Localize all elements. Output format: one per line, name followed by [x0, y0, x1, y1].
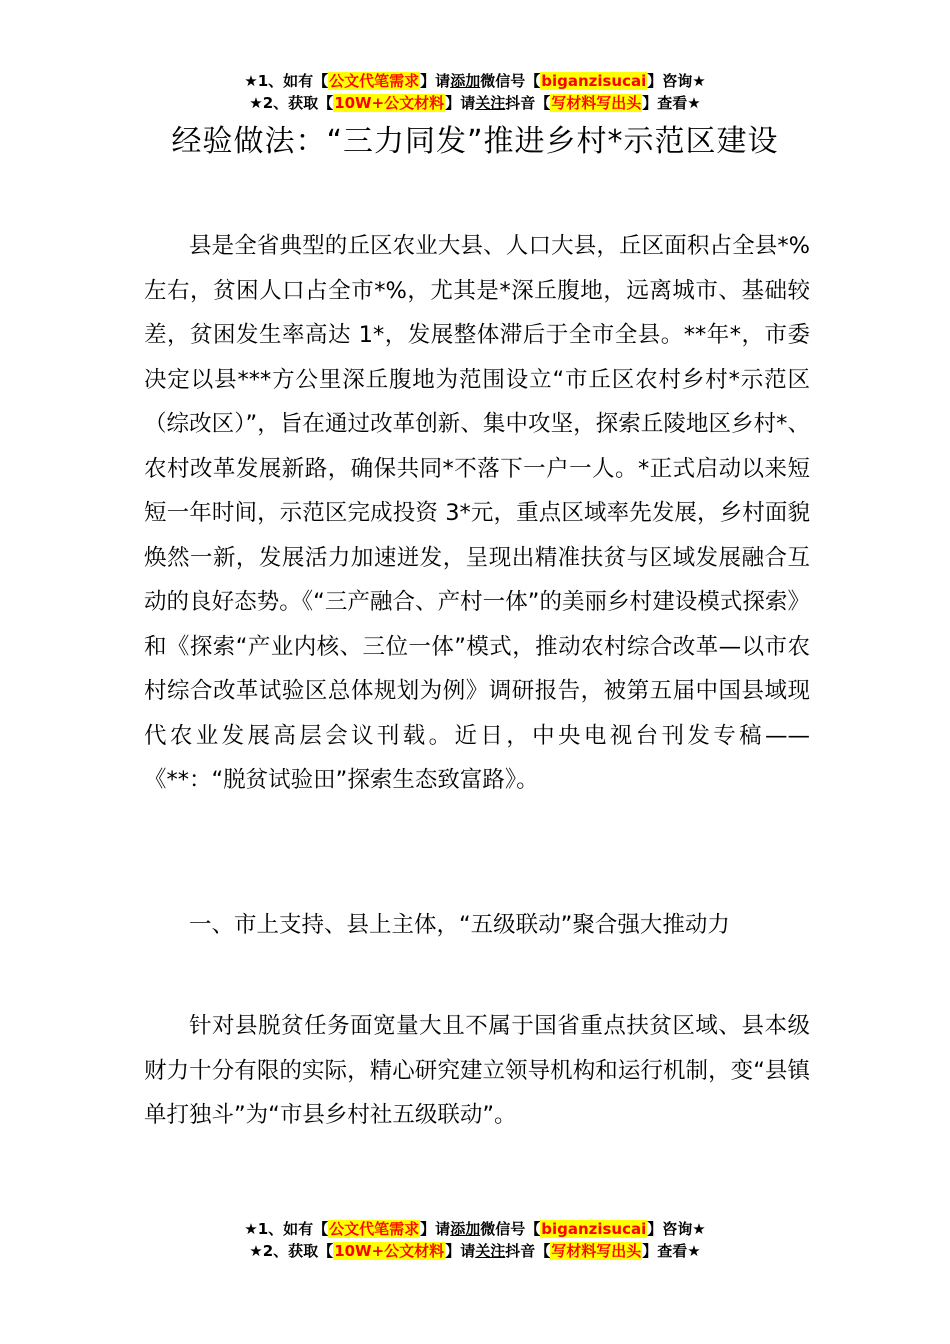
promo-line-2: ★2、获取【10W+公文材料】请关注抖音【写材料写出头】查看★	[249, 94, 701, 112]
promo-highlight: 公文代笔需求	[329, 72, 420, 90]
promo-highlight: 10W+公文材料	[334, 1242, 445, 1260]
promo-banner-top	[0, 70, 950, 114]
promo-banner-bottom	[0, 1218, 950, 1262]
promo-douyin-id: 写材料写出头	[551, 1242, 642, 1260]
promo-wechat-id: biganzisucai	[541, 1220, 647, 1238]
body-paragraph: 针对县脱贫任务面宽量大且不属于国省重点扶贫区域、县本级财力十分有限的实际，精心研究建立领导机构和运行机制，变“县镇单打独斗”为“市县乡村社五级联动”。	[144, 1013, 810, 1128]
promo-line-2: ★2、获取【10W+公文材料】请关注抖音【写材料写出头】查看★	[249, 1242, 701, 1260]
body-paragraph: 县是全省典型的丘区农业大县、人口大县，丘区面积占全县*%左右，贫困人口占全市*%，尤其是*深丘腹地，远离城市、基础较差，贫困发生率高达 1*，发展整体滞后于全市全县。**年*，市委决定以县***方公里深丘腹地为范围设立“市丘区农村乡村*示范区（综改区）”，旨在通过改革创新、集中攻坚，探索丘陵地区乡村*、农村改革发展新路，确保共同*不落下一户一人。*正式启动以来短短一年时间，示范区完成投资 3*元，重点区域率先发展，乡村面貌焕然一新，发展活力加速迸发，呈现出精准扶贫与区域发展融合互动的良好态势。《“三产融合、产村一体”的美丽乡村建设模式探索》和《探索“产业内核、三位一体”模式，推动农村综合改革—以市农村综合改革试验区总体规划为例》调研报告，被第五届中国县域现代农业发展高层会议刊载。近日，中央电视台刊发专稿——《**：“脱贫试验田”探索生态致富路》。	[144, 233, 810, 793]
promo-wechat-id: biganzisucai	[541, 72, 647, 90]
promo-douyin-id: 写材料写出头	[551, 94, 642, 112]
document-title: 经验做法：“三力同发”推进乡村*示范区建设	[171, 124, 779, 159]
section-heading: 一、市上支持、县上主体，“五级联动”聚合强大推动力	[189, 912, 730, 938]
promo-highlight: 公文代笔需求	[329, 1220, 420, 1238]
promo-line-1: ★1、如有【公文代笔需求】请添加微信号【biganzisucai】咨询★	[244, 72, 706, 90]
promo-highlight: 10W+公文材料	[334, 94, 445, 112]
promo-line-1: ★1、如有【公文代笔需求】请添加微信号【biganzisucai】咨询★	[244, 1220, 706, 1238]
